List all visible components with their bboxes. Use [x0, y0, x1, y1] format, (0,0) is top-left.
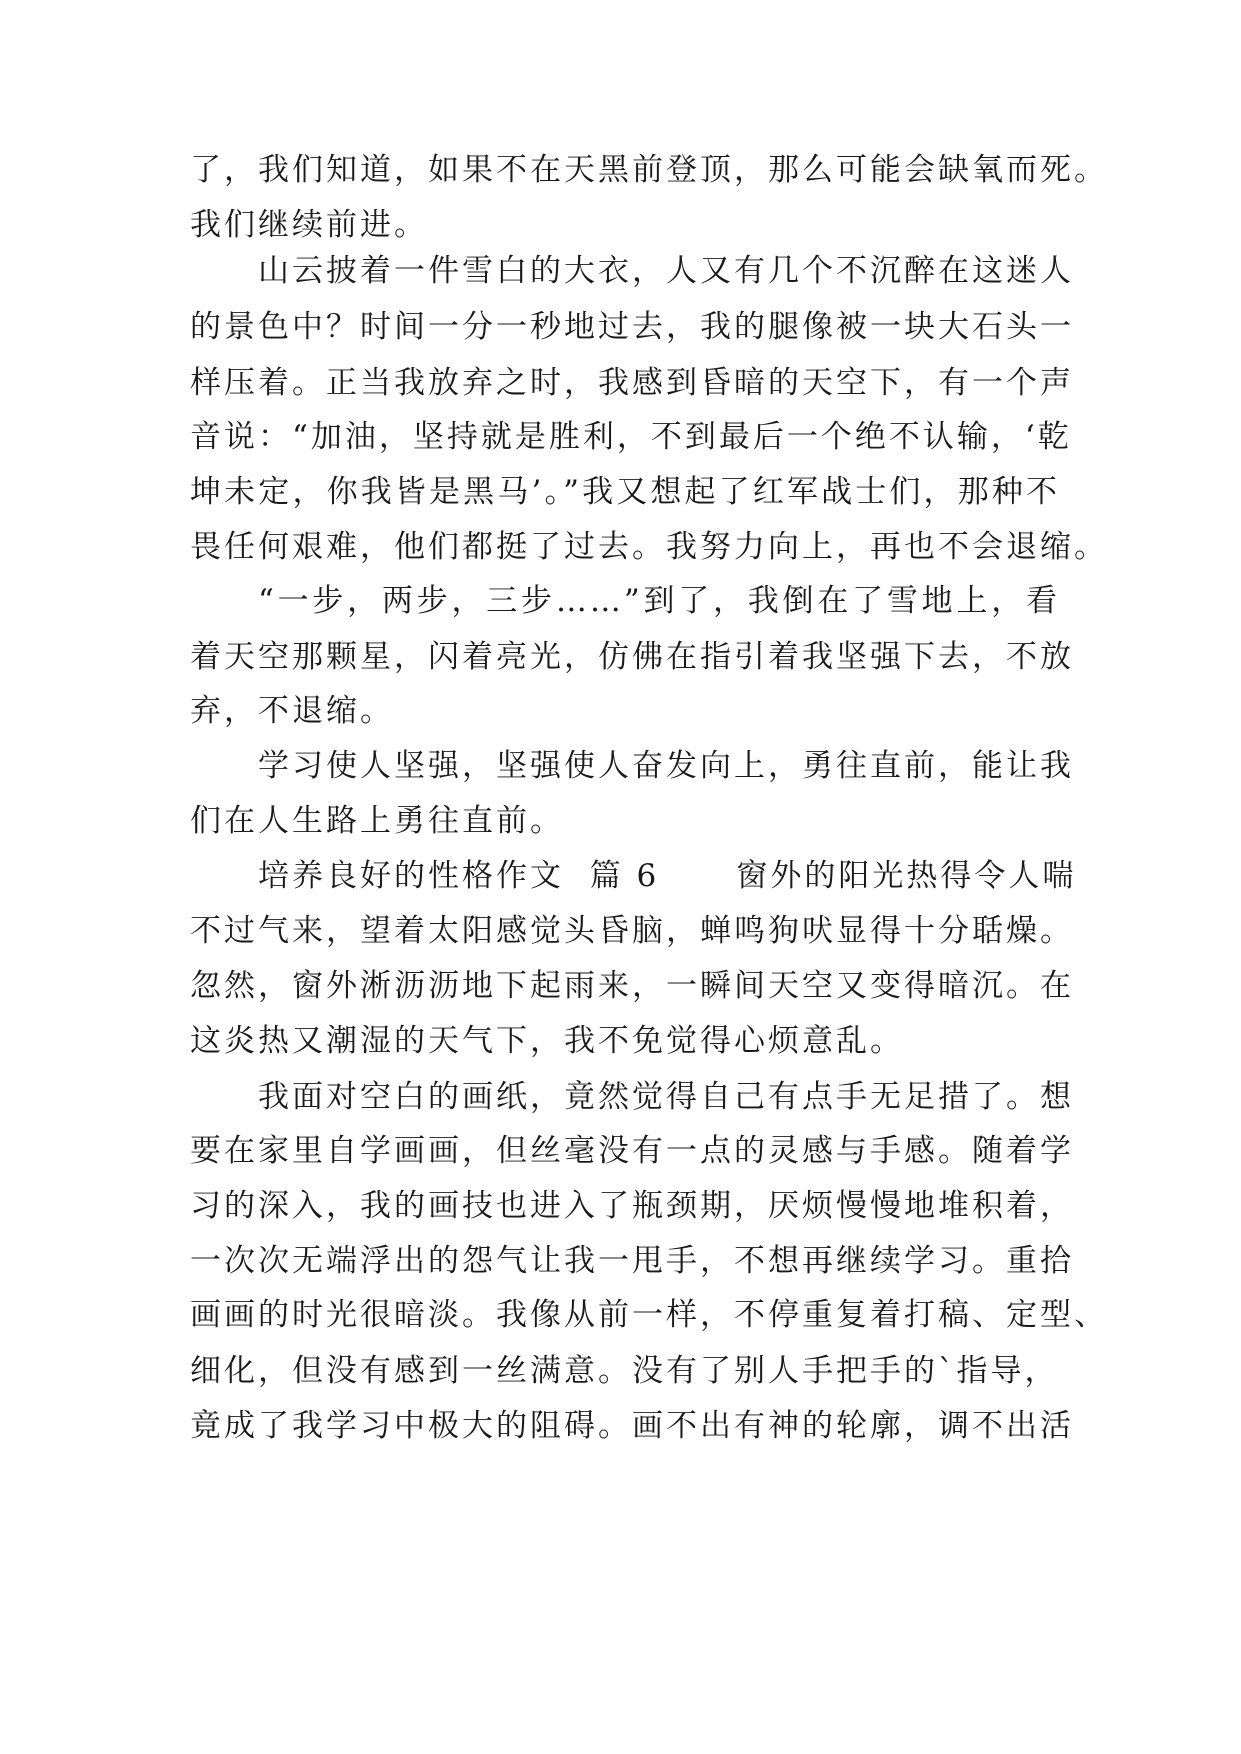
text-line: “一步，两步，三步……”到了，我倒在了雪地上，看	[258, 583, 1060, 619]
text-line: 坤未定，你我皆是黑马’。”我又想起了红军战士们，那种不	[190, 474, 1060, 510]
text-line: 山云披着一件雪白的大衣，人又有几个不沉醉在这迷人	[258, 253, 1074, 289]
text-line: 不过气来，望着太阳感觉头昏脑，蝉鸣狗吠显得十分聒燥。	[190, 913, 1074, 949]
text-line: 我面对空白的画纸，竟然觉得自己有点手无足措了。想	[258, 1079, 1074, 1115]
text-line: 培养良好的性格作文 篇 6 窗外的阳光热得令人喘	[258, 858, 1077, 894]
text-line: 竟成了我学习中极大的阻碍。画不出有神的轮廓，调不出活	[190, 1408, 1074, 1444]
text-line: 的景色中？时间一分一秒地过去，我的腿像被一块大石头一	[190, 309, 1074, 345]
text-line: 了，我们知道，如果不在天黑前登顶，那么可能会缺氧而死。	[190, 152, 1108, 188]
text-line: 弃，不退缩。	[190, 693, 394, 729]
text-line: 样压着。正当我放弃之时，我感到昏暗的天空下，有一个声	[190, 365, 1074, 401]
text-line: 习的深入，我的画技也进入了瓶颈期，厌烦慢慢地堆积着，	[190, 1188, 1074, 1224]
text-line: 一次次无端浮出的怨气让我一甩手，不想再继续学习。重拾	[190, 1243, 1074, 1279]
text-line: 忽然，窗外淅沥沥地下起雨来，一瞬间天空又变得暗沉。在	[190, 968, 1074, 1004]
text-line: 着天空那颗星，闪着亮光，仿佛在指引着我坚强下去，不放	[190, 639, 1074, 675]
text-line: 画画的时光很暗淡。我像从前一样，不停重复着打稿、定型、	[190, 1297, 1108, 1333]
text-line: 畏任何艰难，他们都挺了过去。我努力向上，再也不会退缩。	[190, 529, 1108, 565]
text-line: 们在人生路上勇往直前。	[190, 803, 564, 839]
text-line: 我们继续前进。	[190, 207, 428, 243]
text-line: 音说：“加油，坚持就是胜利，不到最后一个绝不认输，‘乾	[190, 419, 1072, 455]
text-line: 这炎热又潮湿的天气下，我不免觉得心烦意乱。	[190, 1023, 904, 1059]
text-line: 细化，但没有感到一丝满意。没有了别人手把手的`指导，	[190, 1353, 1059, 1389]
text-line: 要在家里自学画画，但丝毫没有一点的灵感与手感。随着学	[190, 1133, 1074, 1169]
text-line: 学习使人坚强，坚强使人奋发向上，勇往直前，能让我	[258, 748, 1074, 784]
